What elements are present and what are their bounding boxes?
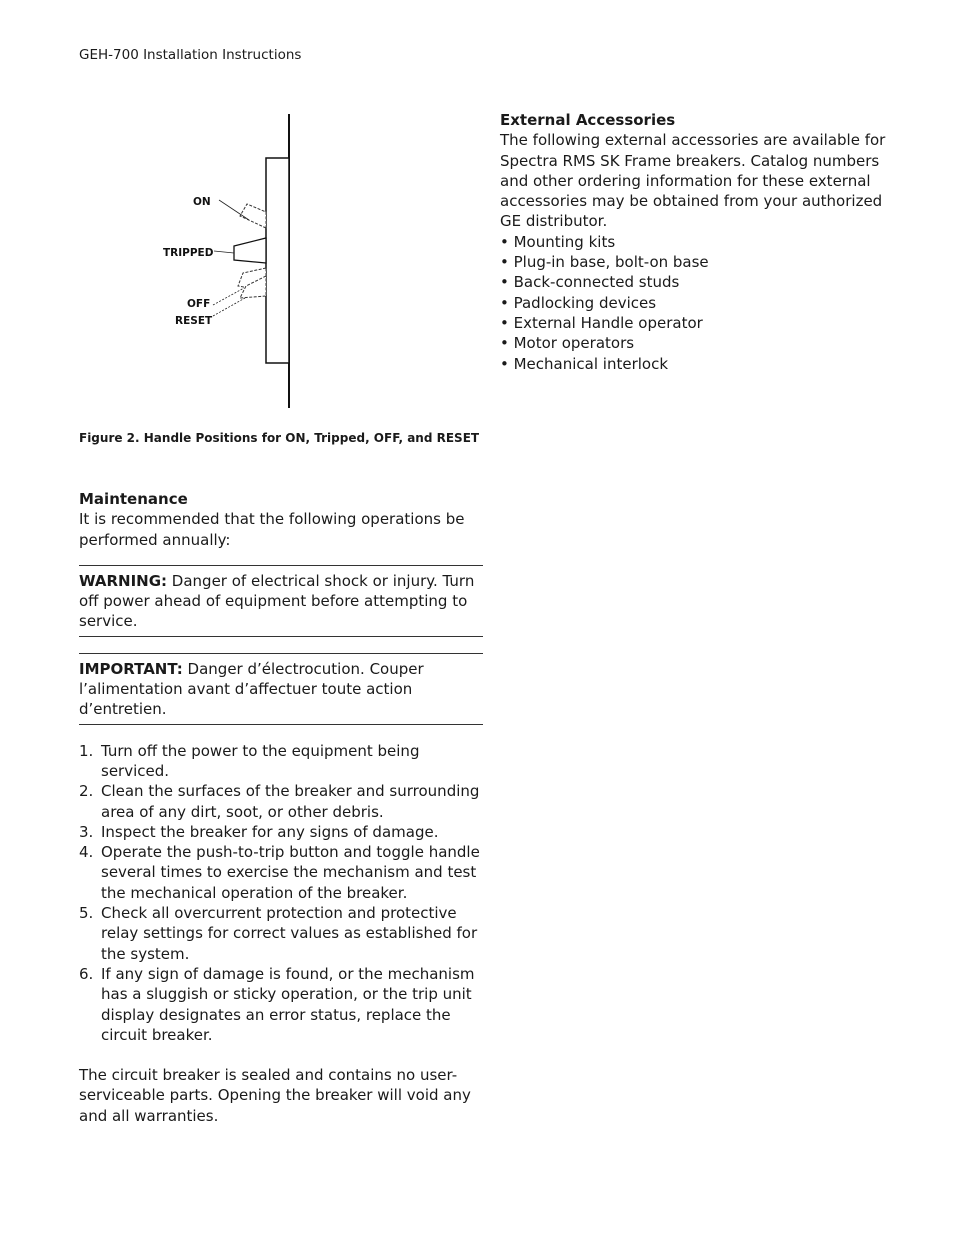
handle-tripped bbox=[234, 238, 266, 263]
maintenance-steps bbox=[79, 741, 483, 1045]
list-item bbox=[79, 741, 483, 782]
leader-off bbox=[213, 288, 244, 305]
important-text: Danger d’électrocution. Couper l’alimentation avant d’affectuer toute action d’entretien. bbox=[79, 659, 424, 719]
list-item: • Padlocking devices bbox=[500, 293, 657, 312]
list-item bbox=[79, 822, 483, 842]
important-label: IMPORTANT: bbox=[79, 659, 183, 678]
page-header: GEH-700 Installation Instructions bbox=[79, 47, 302, 63]
list-item: • Plug-in base, bolt-on base bbox=[500, 253, 709, 272]
maintenance-heading: Maintenance bbox=[79, 490, 188, 508]
accessories-heading: External Accessories bbox=[500, 111, 676, 129]
step-number: 6. bbox=[79, 964, 94, 983]
step-text: If any sign of damage is found, or the mechanism has a sluggish or sticky operation, or the trip unit display designates an error status, replace the circuit breaker. bbox=[101, 964, 475, 1044]
warning-text: Danger of electrical shock or injury. Turn off power ahead of equipment before attempting to service. bbox=[79, 571, 475, 631]
list-item: • Back-connected studs bbox=[500, 273, 680, 292]
list-item bbox=[79, 964, 483, 1045]
label-tripped: TRIPPED bbox=[163, 247, 214, 259]
step-number: 3. bbox=[79, 822, 94, 841]
step-text: Turn off the power to the equipment being serviced. bbox=[101, 741, 420, 780]
list-item: • External Handle operator bbox=[500, 313, 703, 332]
label-on: ON bbox=[193, 196, 211, 208]
step-number: 1. bbox=[79, 741, 94, 760]
step-number: 5. bbox=[79, 904, 94, 923]
label-off: OFF bbox=[187, 298, 211, 310]
list-item: • Mechanical interlock bbox=[500, 354, 669, 373]
step-number: 2. bbox=[79, 782, 94, 801]
step-text: Operate the push-to-trip button and toggle handle several times to exercise the mechanism and test the mechanical operation of the breaker. bbox=[101, 843, 480, 902]
step-text: Clean the surfaces of the breaker and surrounding area of any dirt, soot, or other debris. bbox=[101, 782, 480, 821]
closing-note: The circuit breaker is sealed and contains no user-serviceable parts. Opening the breaker will void any and all warranties. bbox=[79, 1066, 471, 1125]
label-reset: RESET bbox=[175, 315, 213, 327]
list-item bbox=[79, 842, 483, 903]
maintenance-intro: It is recommended that the following operations be performed annually: bbox=[79, 510, 465, 549]
handle-positions-figure bbox=[150, 108, 350, 413]
step-text: Check all overcurrent protection and protective relay settings for correct values as established for the system. bbox=[101, 904, 478, 963]
list-item bbox=[79, 903, 483, 964]
leader-tripped bbox=[214, 251, 234, 253]
list-item: • Motor operators bbox=[500, 334, 635, 353]
accessories-intro: The following external accessories are available for Spectra RMS SK Frame breakers. Catalog numbers and other ordering information for these external accessories may be obtained from your authorized GE distributor. bbox=[500, 131, 886, 231]
accessories-section bbox=[500, 110, 900, 374]
step-number: 4. bbox=[79, 843, 94, 862]
figure-caption: Figure 2. Handle Positions for ON, Tripped, OFF, and RESET bbox=[79, 431, 480, 445]
warning-notice bbox=[79, 565, 483, 637]
list-item bbox=[79, 781, 483, 822]
handle-on bbox=[240, 204, 266, 228]
warning-label: WARNING: bbox=[79, 571, 168, 590]
handle-positions-diagram bbox=[150, 108, 350, 413]
maintenance-section bbox=[79, 489, 483, 1126]
step-text: Inspect the breaker for any signs of damage. bbox=[101, 822, 439, 841]
breaker-face bbox=[266, 158, 289, 363]
leader-reset bbox=[213, 298, 245, 316]
important-notice bbox=[79, 653, 483, 725]
list-item: • Mounting kits bbox=[500, 232, 616, 251]
accessories-list bbox=[500, 232, 900, 374]
